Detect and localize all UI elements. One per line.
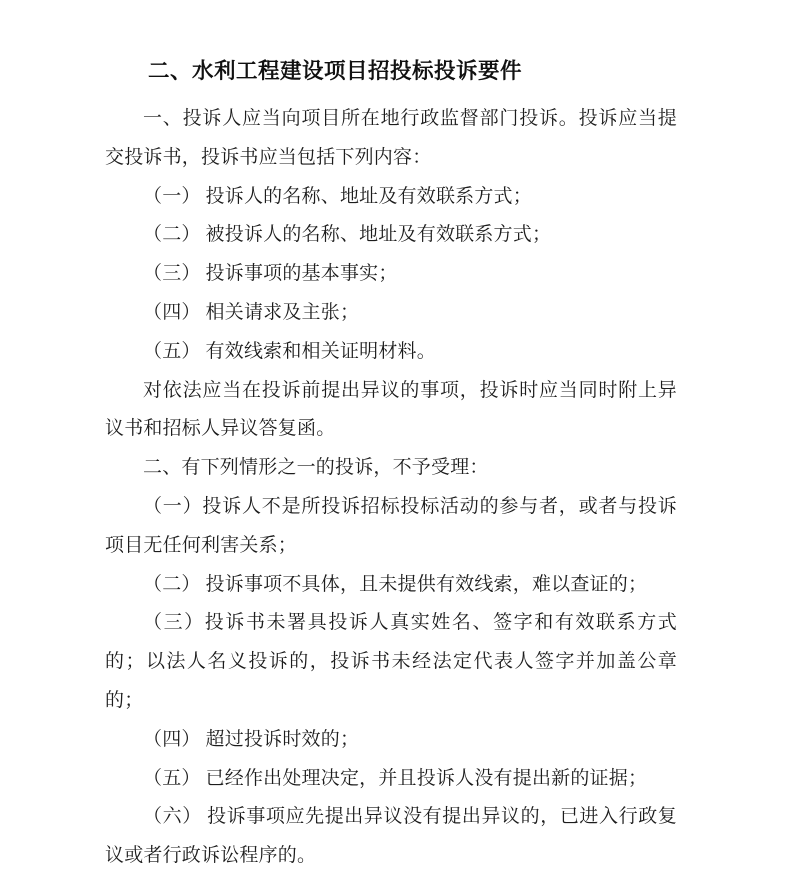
paragraph: （一） 投诉人的名称、地址及有效联系方式； <box>143 185 532 207</box>
paragraph: （五） 有效线索和相关证明材料。 <box>143 340 436 362</box>
paragraph: （四） 超过投诉时效的； <box>143 728 360 750</box>
paragraph-list <box>105 100 677 876</box>
paragraph: 对依法应当在投诉前提出异议的事项，投诉时应当同时附上异议书和招标人异议答复函。 <box>105 379 677 440</box>
paragraph: （一）投诉人不是所投诉招标投标活动的参与者，或者与投诉项目无任何利害关系； <box>105 495 677 556</box>
paragraph: （四） 相关请求及主张； <box>143 301 360 323</box>
paragraph: 二、有下列情形之一的投诉，不予受理： <box>143 457 489 479</box>
paragraph: （二） 被投诉人的名称、地址及有效联系方式； <box>143 224 552 246</box>
paragraph: 一、投诉人应当向项目所在地行政监督部门投诉。投诉应当提交投诉书，投诉书应当包括下列内容： <box>105 108 677 168</box>
paragraph: （二） 投诉事项不具体，且未提供有效线索，难以查证的； <box>143 573 648 595</box>
paragraph: （五） 已经作出处理决定，并且投诉人没有提出新的证据； <box>143 767 648 789</box>
paragraph: （三）投诉书未署具投诉人真实姓名、签字和有效联系方式的；以法人名义投诉的，投诉书未经法定代表人签字并加盖公章的； <box>105 612 677 711</box>
paragraph: （三） 投诉事项的基本事实； <box>143 263 398 285</box>
document-heading: 二、水利工程建设项目招投标投诉要件 <box>148 59 523 83</box>
paragraph: （六） 投诉事项应先提出异议没有提出异议的，已进入行政复议或者行政诉讼程序的。 <box>105 806 677 867</box>
